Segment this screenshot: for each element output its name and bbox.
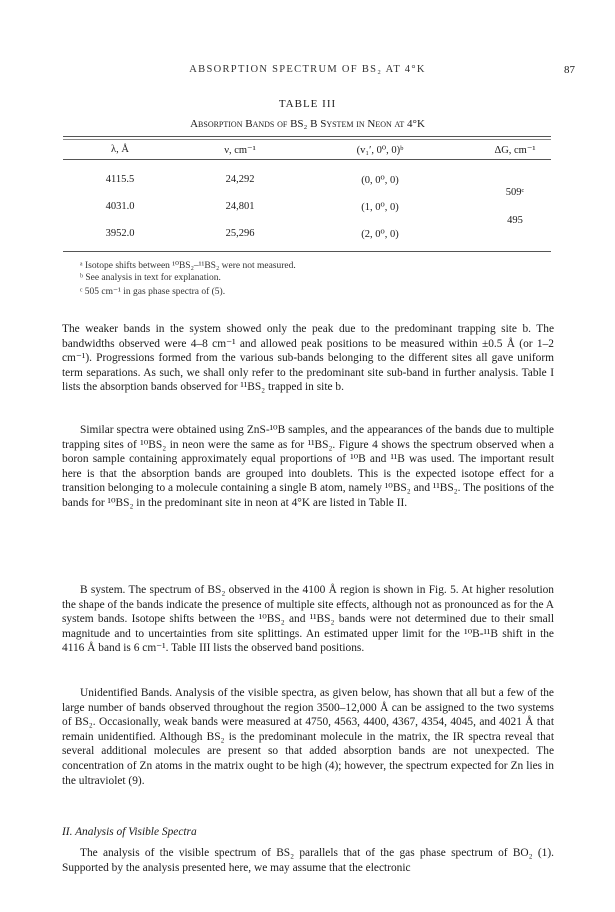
running-head: ABSORPTION SPECTRUM OF BS₂ AT 4°K [189,64,426,75]
header-wavenumber: ν, cm⁻¹ [224,145,256,156]
section-heading: II. Analysis of Visible Spectra [62,826,197,838]
table-cell-assignment: (2, 0⁰, 0) [361,229,399,240]
table-cell-lambda: 4115.5 [105,174,135,185]
body-paragraph: Similar spectra were obtained using ZnS-¹⁰B samples, and the appearances of the bands due to multiple trapping sites of ¹⁰BS₂ in neon were the same as for ¹¹BS₂. Figure 4 shows the spectrum observed when a boron sample containing approximately equal proportions of ¹⁰B and ¹¹B was used. The important result here is that the absorption bands are grouped into doublets. This is the expected isotope effect for a transition belonging to a molecule containing a single B atom, namely ¹⁰BS₂ and ¹¹BS₂. The positions of the bands for ¹⁰BS₂ in the predominant site in neon at 4°K are listed in Table II. [62,424,554,509]
body-paragraph: The weaker bands in the system showed only the peak due to the predominant trapping site b. The bandwidths observed were 4–8 cm⁻¹ and allowed peak positions to be measured within ±0.5 Å (or 1–2 cm⁻¹). Progressions formed from the various sub-bands belonging to the different sites all gave uniform term separations. As such, we shall only refer to the predominant site sub-band in further analysis. Table I lists the absorption bands observed for ¹¹BS₂ trapped in site b. [62,323,554,394]
table-top-rule-double [63,139,551,140]
table-top-rule [63,136,551,137]
table-cell-lambda: 4031.0 [105,201,135,212]
table-cell-assignment: (0, 0⁰, 0) [361,175,399,186]
body-paragraph: B system. The spectrum of BS₂ observed in the 4100 Å region is shown in Fig. 5. At higher resolution the shape of the bands indicate the presence of multiple site effects, although not as pronounced as for the A system bands. Isotope shifts between the ¹⁰BS₂ and ¹¹BS₂ bands were not determined due to their small magnitude and to uncertainties from site splittings. An estimated upper limit for the ¹⁰B-¹¹B shift in the 4116 Å band is 6 cm⁻¹. Table III lists the observed band positions. [62,584,554,655]
table-bottom-rule [63,251,551,252]
header-wavelength: λ, Å [111,144,129,155]
table-cell-nu: 24,801 [225,201,255,212]
page-header [0,64,615,80]
table-caption: TABLE III [278,98,337,110]
header-delta-g: ΔG, cm⁻¹ [494,145,536,156]
body-paragraph: Unidentified Bands. Analysis of the visible spectra, as given below, has shown that all but a few of the large number of bands observed throughout the region 3500–12,000 Å can be assigned to the two systems of BS₂. Occasionally, weak bands were measured at 4750, 4563, 4400, 4367, 4354, 4045, and 4021 Å that remain unidentified. Although BS₂ is the predominant molecule in the matrix, the IR spectra reveal that several additional molecules are present so that added absorption bands are not unexpected. The concentration of Zn atoms in the matrix ought to be high (4); however, the spectrum expected for Zn lies in the ultraviolet (9). [62,687,554,787]
table-footnote: ᵃ Isotope shifts between ¹⁰BS₂–¹¹BS₂ were not measured. [80,261,296,271]
table-cell-assignment: (1, 0⁰, 0) [361,202,399,213]
page-number: 87 [564,64,575,76]
body-paragraph: The analysis of the visible spectrum of BS₂ parallels that of the gas phase spectrum of BO₂ (1). Supported by the analysis presented here, we may assume that the electronic [62,847,554,874]
table-cell-nu: 25,296 [225,228,255,239]
table-footnote: ᶜ 505 cm⁻¹ in gas phase spectra of (5). [80,287,226,297]
table-title: Absorption Bands of BS₂ B System in Neon at 4°K [190,118,425,130]
table-cell-delta-g: 495 [507,215,523,226]
table-cell-delta-g: 509ᶜ [505,187,525,198]
table-cell-lambda: 3952.0 [105,228,135,239]
table-header-rule [63,159,551,160]
header-assignment: (v₁′, 0⁰, 0)ᵇ [356,145,404,156]
table-footnote: ᵇ See analysis in text for explanation. [80,273,221,283]
table-cell-nu: 24,292 [225,174,255,185]
